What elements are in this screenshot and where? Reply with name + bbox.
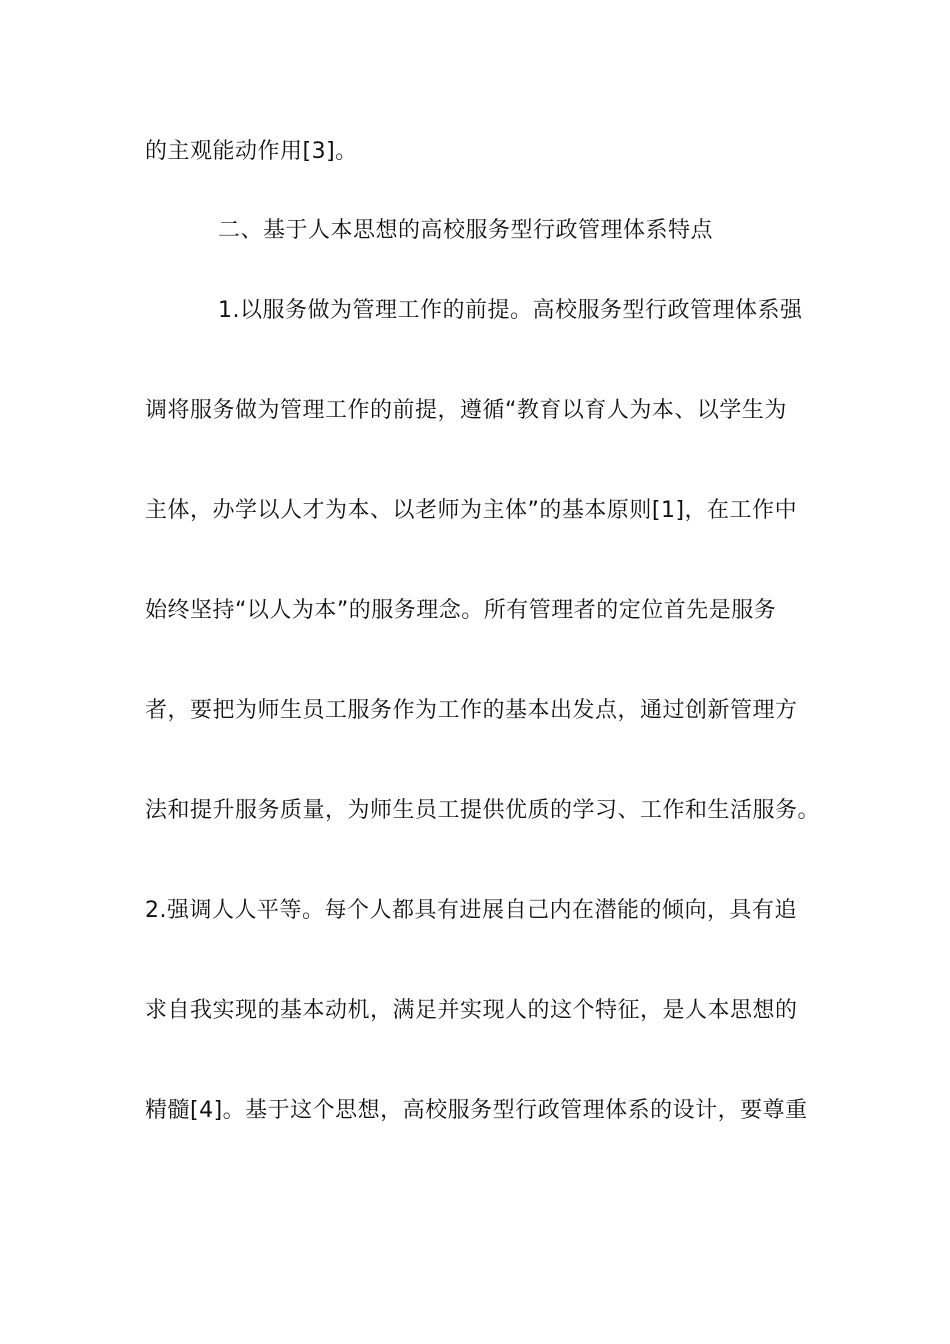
paragraph-line: 精髓[4]。基于这个思想，高校服务型行政管理体系的设计，要尊重 <box>145 1098 808 1123</box>
paragraph-line: 求自我实现的基本动机，满足并实现人的这个特征，是人本思想的 <box>145 998 798 1023</box>
paragraph-line: 主体，办学以人才为本、以老师为主体”的基本原则[1]，在工作中 <box>145 498 798 523</box>
section-heading: 二、基于人本思想的高校服务型行政管理体系特点 <box>218 218 714 243</box>
paragraph-line: 调将服务做为管理工作的前提，遵循“教育以育人为本、以学生为 <box>145 398 787 423</box>
paragraph-line: 的主观能动作用[3]。 <box>145 139 358 164</box>
paragraph-line: 2.强调人人平等。每个人都具有进展自己内在潜能的倾向，具有追 <box>145 898 797 923</box>
paragraph-line: 者，要把为师生员工服务作为工作的基本出发点，通过创新管理方 <box>145 698 798 723</box>
paragraph-line: 始终坚持“以人为本”的服务理念。所有管理者的定位首先是服务 <box>145 598 777 623</box>
paragraph-line: 1.以服务做为管理工作的前提。高校服务型行政管理体系强 <box>218 298 803 323</box>
paragraph-line: 法和提升服务质量，为师生员工提供优质的学习、工作和生活服务。 <box>145 798 821 823</box>
